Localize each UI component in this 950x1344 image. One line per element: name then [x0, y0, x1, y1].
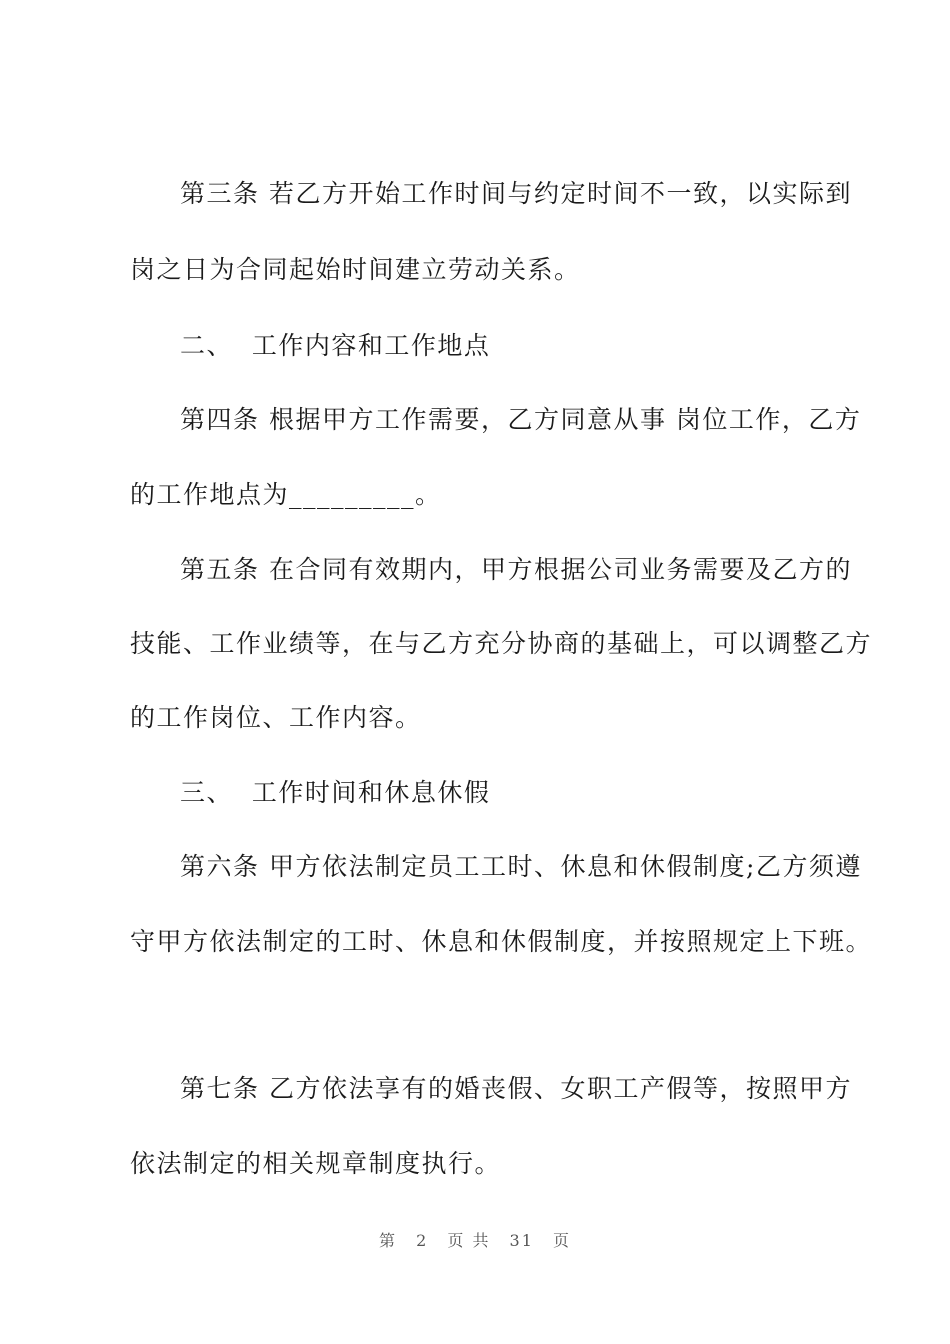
paragraph-line: 第六条 甲方依法制定员工工时、休息和休假制度;乙方须遵 [180, 852, 862, 881]
total-pages-number: 31 [509, 1231, 534, 1250]
paragraph-line: 岗之日为合同起始时间建立劳动关系。 [130, 255, 581, 284]
footer-label-ye: 页 [553, 1231, 572, 1250]
paragraph-line: 第七条 乙方依法享有的婚丧假、女职工产假等，按照甲方 [180, 1074, 852, 1103]
paragraph-line: 的工作岗位、工作内容。 [130, 703, 422, 732]
section-heading: 二、 工作内容和工作地点 [180, 331, 491, 360]
paragraph-line: 第四条 根据甲方工作需要，乙方同意从事 岗位工作，乙方 [180, 405, 862, 434]
page-footer [0, 1228, 950, 1251]
footer-label-di: 第 [378, 1231, 397, 1250]
paragraph-line: 守甲方依法制定的工时、休息和休假制度，并按照规定上下班。 [130, 927, 873, 956]
paragraph-line: 技能、工作业绩等，在与乙方充分协商的基础上，可以调整乙方 [130, 629, 873, 658]
paragraph-line: 第三条 若乙方开始工作时间与约定时间不一致，以实际到 [180, 179, 852, 208]
paragraph-line: 第五条 在合同有效期内，甲方根据公司业务需要及乙方的 [180, 555, 852, 584]
paragraph-line: 的工作地点为_________。 [130, 480, 442, 509]
paragraph-line: 依法制定的相关规章制度执行。 [130, 1149, 502, 1178]
section-heading: 三、 工作时间和休息休假 [180, 778, 491, 807]
footer-label-ye-gong: 页 共 [447, 1231, 491, 1250]
current-page-number: 2 [416, 1231, 429, 1250]
